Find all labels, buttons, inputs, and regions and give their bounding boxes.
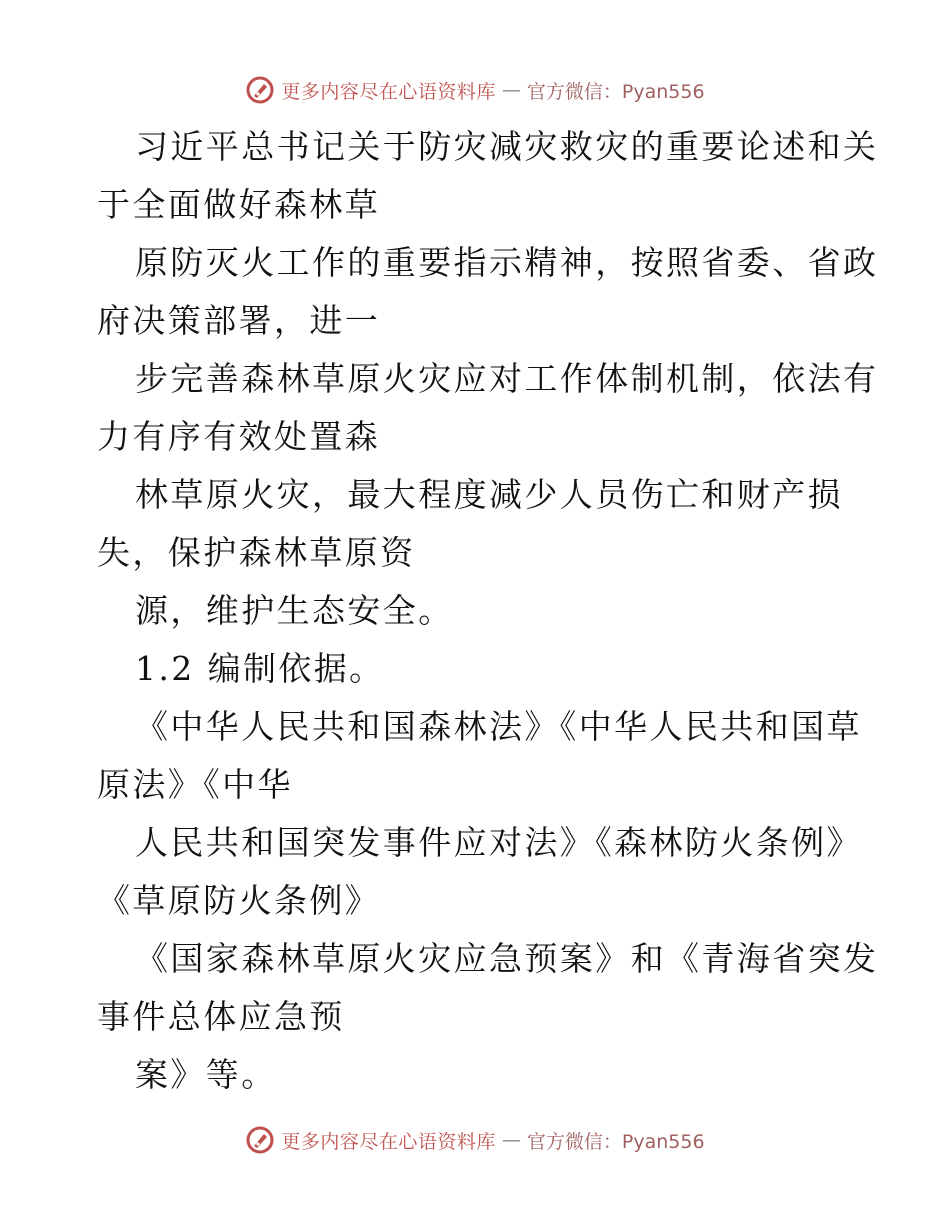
paragraph-line: 习近平总书记关于防灾减灾救灾的重要论述和关 [135,127,879,166]
footer-watermark [0,1120,950,1160]
paragraph-line: 于全面做好森林草 [97,185,381,224]
pen-nib-circle-icon [245,1125,275,1155]
paragraph-line: 人民共和国突发事件应对法》《森林防火条例》 [135,823,862,862]
paragraph-line: 林草原火灾，最大程度减少人员伤亡和财产损 [135,475,843,514]
watermark-separator: — [501,1129,521,1151]
paragraph-line: 原法》《中华 [97,765,293,804]
watermark-wechat-text: 官方微信：Pyan556 [526,80,705,103]
section-heading: 1.2 编制依据。 [135,649,385,688]
paragraph-line: 《国家森林草原火灾应急预案》和《青海省突发 [135,939,879,978]
pen-nib-circle-icon [245,75,275,105]
watermark-wechat-text: 官方微信：Pyan556 [526,1130,705,1153]
watermark-main-text: 更多内容尽在心语资料库 [281,1130,496,1153]
paragraph-line: 原防灭火工作的重要指示精神，按照省委、省政 [135,243,879,282]
paragraph-line: 案》等。 [135,1055,277,1094]
header-watermark [0,70,950,110]
paragraph-line: 事件总体应急预 [97,997,345,1036]
document-body [97,118,879,1104]
paragraph-line: 《草原防火条例》 [97,881,381,920]
watermark-main-text: 更多内容尽在心语资料库 [281,80,496,103]
paragraph-line: 失，保护森林草原资 [97,533,416,572]
paragraph-line: 源，维护生态安全。 [135,591,454,630]
paragraph-line: 府决策部署，进一 [97,301,381,340]
watermark-separator: — [501,79,521,101]
paragraph-line: 步完善森林草原火灾应对工作体制机制，依法有 [135,359,879,398]
paragraph-line: 《中华人民共和国森林法》《中华人民共和国草 [135,707,862,746]
paragraph-line: 力有序有效处置森 [97,417,381,456]
